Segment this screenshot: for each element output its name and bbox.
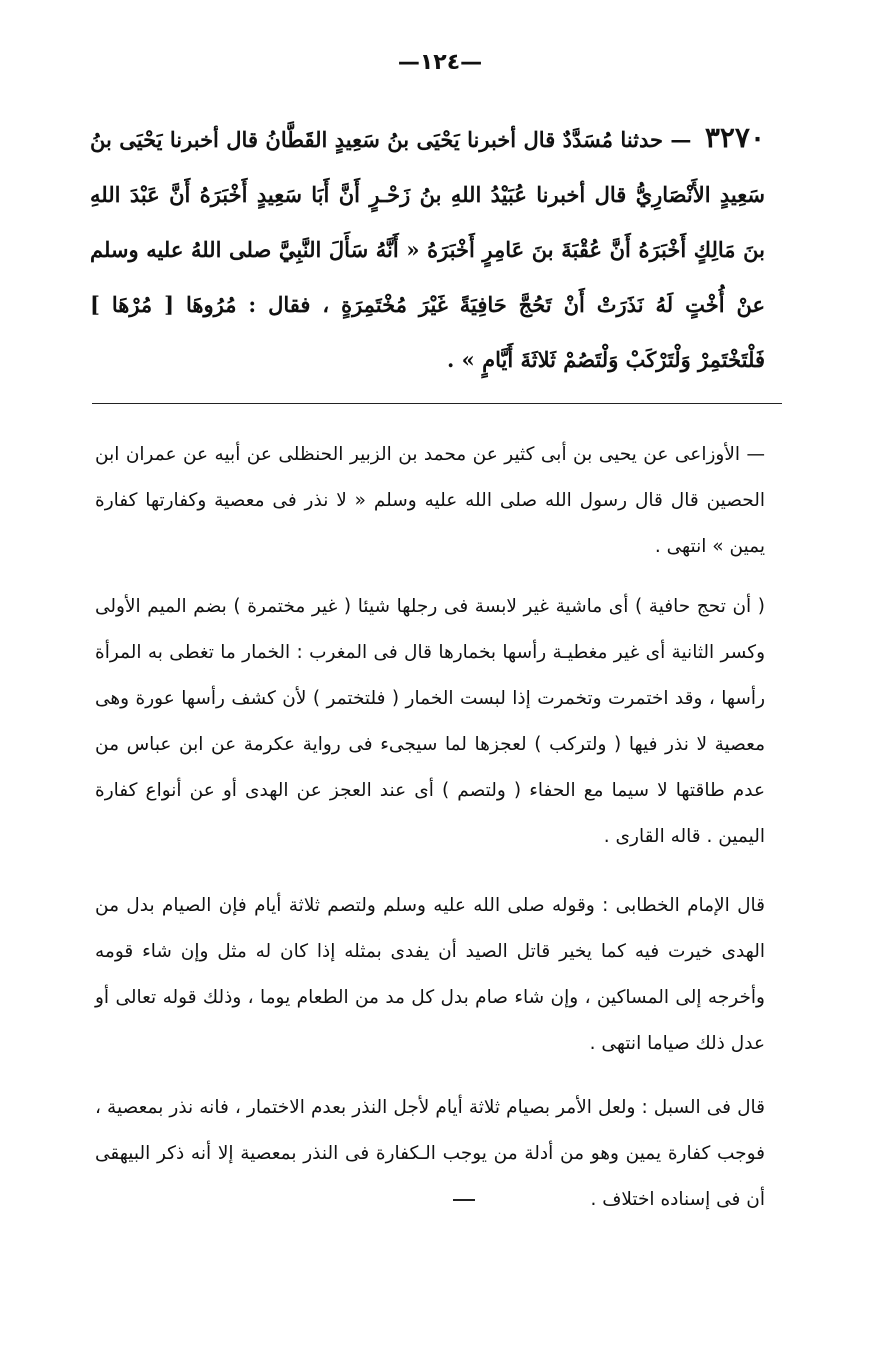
commentary-paragraph-2: ( أن تحج حافية ) أى ماشية غير لابسة فى رجلها شيئا ( غير مختمرة ) بضم الميم الأولى وكسر الثانية أى غير مغطيـة رأسها بخمارها قال فى المغرب : الخمار ما تغطى به المرأة رأسها ، وقد اختمرت وتخمرت إذا لبست الخمار ( فلتختمر ) لأن كشف رأسها عورة وهى معصية لا نذر فيها ( ولتركب ) لعجزها لما سيجىء فى رواية عكرمة عن ابن عباس من عدم طاقتها لا سيما مع الحفاء ( ولتصم ) أى عند العجز عن الهدى أو عن أنواع كفارة اليمين . قاله القارى . — [95, 596, 765, 847]
page-number: —١٢٤— — [397, 50, 483, 75]
hadith-number: ٣٢٧٠ — [704, 121, 765, 154]
commentary-paragraph-4 — [95, 1085, 765, 1223]
commentary-paragraph-4-text: قال فى السبل : ولعل الأمر بصيام ثلاثة أيام لأجل النذر بعدم الاختمار ، فانه نذر بمعصية ، فوجب كفارة يمين وهو من أدلة من يوجب الـكفارة فى النذر بمعصية إلا أنه ذكر البيهقى أن فى إسناده اختلاف . — [95, 1097, 765, 1210]
footnote-divider — [92, 403, 782, 404]
commentary-paragraph-3: قال الإمام الخطابى : وقوله صلى الله عليه وسلم ولتصم ثلاثة أيام فإن الصيام بدل من الهدى خيرت فيه كما يخير قاتل الصيد أن يفدى بمثله إذا كان له مثل وإن شاء قومه وأخرجه إلى المساكين ، وإن شاء صام بدل كل مد من الطعام يوما ، وذلك قوله تعالى أو عدل ذلك صياما انتهى . — [95, 895, 765, 1054]
hadith-text: — حدثنا مُسَدَّدٌ قال أخبرنا يَحْيَى بنُ سَعِيدٍ القَطَّانُ قال أخبرنا يَحْيَى بنُ سَعِيدٍ الأَنْصَارِيُّ قال أخبرنا عُبَيْدُ اللهِ بنُ زَحْـرٍ أَنَّ أَبَا سَعِيدٍ أَخْبَرَهُ أَنَّ عَبْدَ اللهِ بنَ مَالِكٍ أَخْبَرَهُ أَنَّ عُقْبَةَ بنَ عَامِرٍ أَخْبَرَهُ « أَنَّهُ سَأَلَ النَّبِيَّ صلى اللهُ عليه وسلم عنْ أُخْتٍ لَهُ نَذَرَتْ أَنْ تَحُجَّ حَافِيَةً غَيْرَ مُخْتَمِرَةٍ ، فقال : مُرُوهَا [ مُرْهَا ] فَلْتَخْتَمِرْ وَلْتَرْكَبْ وَلْتَصُمْ ثَلاثَةَ أَيَّامٍ » . — [90, 127, 766, 372]
hadith-text-block — [90, 110, 765, 387]
commentary-paragraph-1: — الأوزاعى عن يحيى بن أبى كثير عن محمد بن الزبير الحنظلى عن أبيه عن عمران ابن الحصين قال قال رسول الله صلى الله عليه وسلم « لا نذر فى معصية وكفارتها كفارة يمين » انتهى . — [95, 444, 765, 557]
end-dash — [453, 1199, 475, 1201]
